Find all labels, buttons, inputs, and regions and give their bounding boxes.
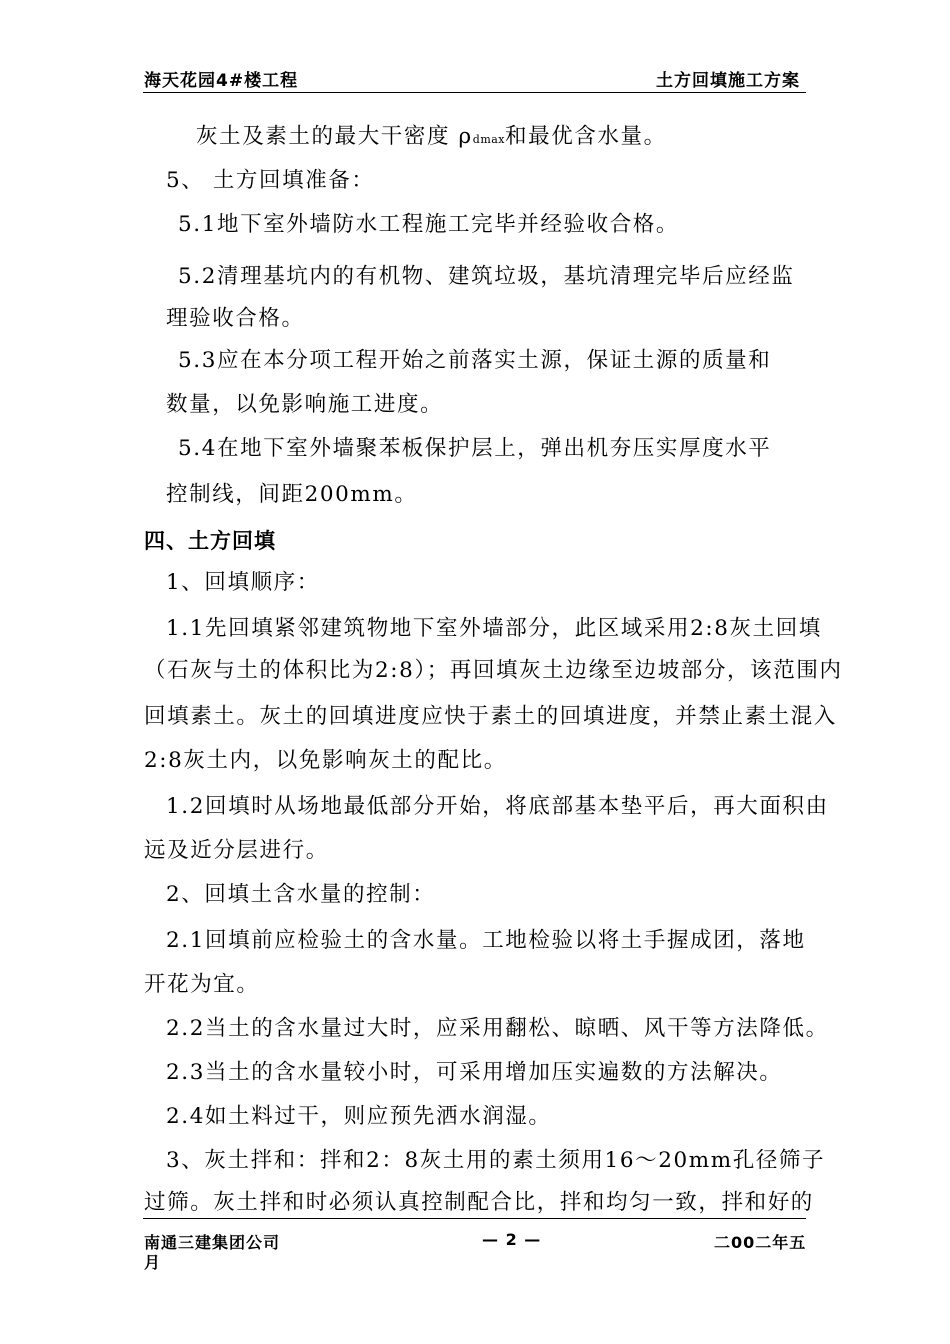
text-fragment: 灰土及素土的最大干密度 ρ — [196, 124, 473, 149]
text-line: 2.1回填前应检验土的含水量。工地检验以将土手握成团，落地 — [166, 928, 806, 953]
text-line: 数量，以免影响施工进度。 — [166, 392, 444, 417]
header-project-title: 海天花园4#楼工程 — [144, 71, 299, 91]
text-line: 1.1先回填紧邻建筑物地下室外墙部分，此区域采用2:8灰土回填 — [166, 616, 822, 641]
text-line: 5.3应在本分项工程开始之前落实土源，保证土源的质量和 — [178, 348, 772, 373]
text-line: 回填素土。灰土的回填进度应快于素土的回填进度，并禁止素土混入 — [144, 704, 838, 729]
header-rule — [143, 92, 806, 93]
text-line: 理验收合格。 — [166, 306, 305, 331]
text-line: 远及近分层进行。 — [144, 838, 329, 863]
footer-date: 二00二年五 — [714, 1233, 807, 1252]
text-line: 5.4在地下室外墙聚苯板保护层上，弹出机夯压实厚度水平 — [178, 436, 772, 461]
text-line: 5.2清理基坑内的有机物、建筑垃圾，基坑清理完毕后应经监 — [178, 264, 795, 289]
text-fragment: 和最优含水量。 — [505, 124, 667, 149]
footer-page-number: — 2 — — [482, 1230, 542, 1249]
text-line: 3、灰土拌和：拌和2：8灰土用的素土须用16～20mm孔径筛子 — [166, 1148, 826, 1173]
text-line: 2:8灰土内，以免影响灰土的配比。 — [144, 748, 507, 773]
text-line: 过筛。灰土拌和时必须认真控制配合比，拌和均匀一致，拌和好的 — [144, 1190, 814, 1215]
subscript-dmax: dmax — [472, 133, 506, 146]
header-document-title: 土方回填施工方案 — [656, 71, 800, 91]
text-line: 开花为宜。 — [144, 972, 260, 997]
text-line — [196, 122, 667, 155]
text-line: 2.3当土的含水量较小时，可采用增加压实遍数的方法解决。 — [166, 1060, 783, 1085]
text-line: （石灰与土的体积比为2:8）；再回填灰土边缘至边坡部分，该范围内 — [144, 658, 843, 683]
text-line: 1、回填顺序： — [166, 570, 320, 595]
text-line: 2.4如土料过干，则应预先洒水润湿。 — [166, 1104, 552, 1129]
text-line: 1.2回填时从场地最低部分开始，将底部基本垫平后，再大面积由 — [166, 794, 829, 819]
footer-rule — [143, 1218, 806, 1219]
text-line: 2、回填土含水量的控制： — [166, 882, 436, 907]
text-line: 2.2当土的含水量过大时，应采用翻松、晾晒、风干等方法降低。 — [166, 1016, 829, 1041]
text-line: 5.1地下室外墙防水工程施工完毕并经验收合格。 — [178, 212, 679, 237]
section-heading-4: 四、土方回填 — [144, 529, 276, 553]
footer-company: 南通三建集团公司 — [144, 1233, 281, 1252]
text-line: 控制线，间距200mm。 — [166, 482, 418, 507]
footer-company-continued: 月 — [144, 1253, 162, 1272]
text-line: 5、 土方回填准备： — [166, 168, 375, 193]
